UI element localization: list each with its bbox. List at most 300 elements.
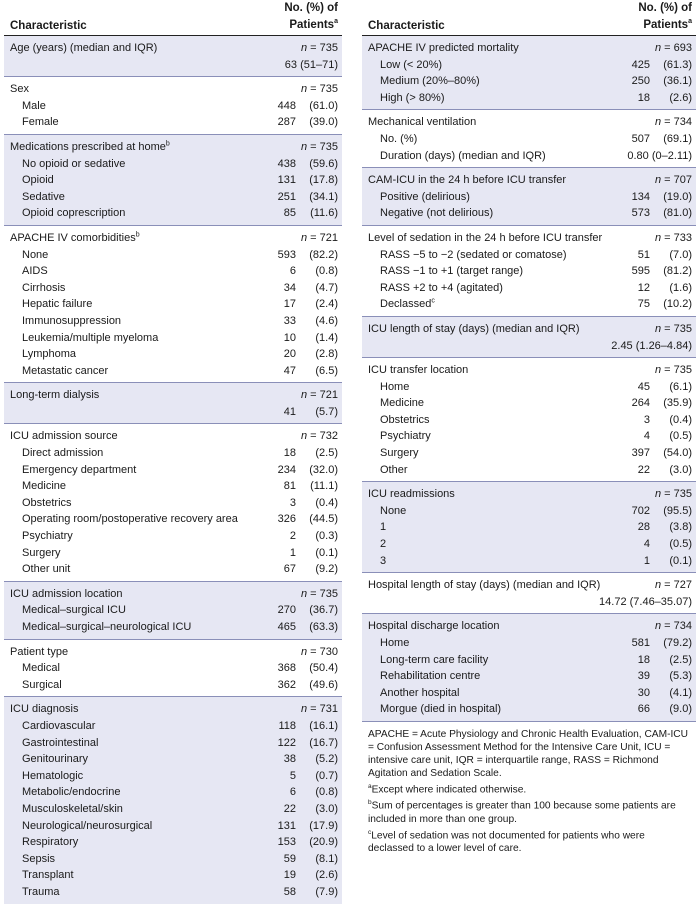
row-label-text: Operating room/postoperative recovery area bbox=[22, 513, 238, 526]
section-title bbox=[368, 230, 602, 247]
row-label-text: AIDS bbox=[22, 265, 48, 278]
row-percent: (11.1) bbox=[310, 480, 338, 493]
row-label-text: Cirrhosis bbox=[22, 281, 66, 294]
table-row bbox=[4, 57, 342, 74]
row-count: 12 bbox=[637, 281, 650, 294]
row-count: 448 bbox=[277, 99, 296, 112]
row-count: 45 bbox=[637, 380, 650, 393]
row-label bbox=[22, 478, 66, 495]
row-label bbox=[22, 677, 62, 694]
row-label-text: Emergency department bbox=[22, 463, 137, 476]
row-count: 3 bbox=[643, 413, 650, 426]
row-label bbox=[380, 57, 442, 74]
n-symbol: n bbox=[654, 322, 662, 335]
row-label-text: No opioid or sedative bbox=[22, 157, 126, 170]
row-value: 14.72 (7.46–35.07) bbox=[599, 595, 692, 608]
section-n bbox=[655, 577, 692, 594]
table-row bbox=[362, 205, 696, 222]
row-label bbox=[22, 495, 72, 512]
table-row bbox=[362, 594, 696, 611]
section-title-row bbox=[362, 618, 696, 635]
row-label bbox=[380, 395, 424, 412]
section-title bbox=[368, 486, 455, 503]
n-equals: = bbox=[661, 579, 674, 592]
n-value: 721 bbox=[319, 231, 338, 244]
row-label-text: Psychiatry bbox=[22, 530, 73, 543]
section-title bbox=[10, 701, 78, 718]
row-percent: (0.3) bbox=[315, 530, 338, 543]
row-label-text: Sepsis bbox=[22, 852, 56, 865]
table-row bbox=[4, 511, 342, 528]
table-body-right bbox=[362, 36, 696, 721]
row-count: 118 bbox=[278, 719, 296, 732]
row-count: 51 bbox=[637, 248, 650, 261]
row-label bbox=[22, 280, 65, 297]
row-label-text: Medical–surgical ICU bbox=[22, 604, 126, 617]
row-label bbox=[380, 73, 480, 90]
row-count: 6 bbox=[289, 265, 296, 278]
row-label-text: Duration (days) (median and IQR) bbox=[380, 149, 546, 162]
section-n bbox=[301, 387, 338, 404]
row-label bbox=[380, 553, 386, 570]
table-section bbox=[362, 109, 696, 167]
row-percent: (81.2) bbox=[663, 265, 692, 278]
table-row bbox=[4, 528, 342, 545]
row-percent: (3.0) bbox=[669, 463, 692, 476]
row-percent: (6.1) bbox=[669, 380, 692, 393]
section-n bbox=[655, 40, 692, 57]
row-count: 251 bbox=[277, 190, 296, 203]
section-title-text: ICU readmissions bbox=[368, 488, 455, 501]
table-row bbox=[362, 668, 696, 685]
section-title bbox=[10, 428, 118, 445]
section-title-text: Mechanical ventilation bbox=[368, 116, 477, 129]
section-title bbox=[10, 230, 140, 247]
row-percent: (35.9) bbox=[663, 397, 692, 410]
row-count: 22 bbox=[637, 463, 650, 476]
n-value: 730 bbox=[319, 645, 338, 658]
row-label-text: Metastatic cancer bbox=[22, 364, 109, 377]
n-symbol: n bbox=[300, 430, 308, 443]
row-percent: (2.4) bbox=[315, 298, 338, 311]
row-percent: (16.1) bbox=[309, 719, 338, 732]
table-row bbox=[4, 495, 342, 512]
row-percent: (34.1) bbox=[309, 190, 338, 203]
section-title-text: ICU diagnosis bbox=[10, 703, 79, 716]
row-label bbox=[22, 346, 76, 363]
row-label bbox=[22, 545, 61, 562]
section-title bbox=[368, 618, 499, 635]
row-label-text: Hematologic bbox=[22, 769, 84, 782]
row-label bbox=[22, 172, 54, 189]
row-label-text: Gastrointestinal bbox=[22, 736, 99, 749]
table-row bbox=[4, 346, 342, 363]
section-title-row bbox=[4, 40, 342, 57]
row-label bbox=[380, 635, 409, 652]
section-title-row bbox=[362, 40, 696, 57]
row-label bbox=[22, 735, 98, 752]
row-label-text: Immunosuppression bbox=[22, 314, 122, 327]
row-percent: (63.3) bbox=[309, 621, 338, 633]
n-symbol: n bbox=[654, 42, 662, 54]
table-row bbox=[4, 247, 342, 264]
row-label-text: Cardiovascular bbox=[22, 719, 96, 732]
table-row bbox=[4, 296, 342, 313]
row-label bbox=[380, 685, 460, 702]
table-section bbox=[4, 225, 342, 382]
section-n bbox=[655, 618, 692, 635]
row-percent: (11.6) bbox=[310, 207, 338, 220]
row-label-text: Surgical bbox=[22, 678, 62, 691]
table-row bbox=[4, 156, 342, 173]
table-row bbox=[4, 330, 342, 347]
row-label-text: Neurological/neurosurgical bbox=[22, 819, 153, 832]
row-percent: (6.5) bbox=[315, 364, 338, 377]
row-label-text: None bbox=[22, 248, 49, 261]
row-label bbox=[380, 296, 435, 313]
row-label bbox=[22, 751, 88, 768]
table-row bbox=[4, 602, 342, 619]
row-label-text: Low (< 20%) bbox=[380, 58, 443, 71]
row-percent: (20.9) bbox=[309, 836, 338, 849]
n-value: 735 bbox=[319, 42, 338, 54]
table-row bbox=[362, 519, 696, 536]
row-label-text: Opioid coprescription bbox=[22, 207, 126, 220]
row-label bbox=[22, 602, 126, 619]
footnotes bbox=[362, 721, 696, 855]
row-label-text: 2 bbox=[380, 538, 387, 551]
row-percent: (0.8) bbox=[315, 786, 338, 799]
row-label bbox=[22, 867, 74, 884]
section-title bbox=[10, 586, 123, 603]
row-percent: (59.6) bbox=[309, 157, 338, 170]
section-title-row bbox=[362, 321, 696, 338]
row-percent: (8.1) bbox=[315, 852, 338, 865]
n-value: 735 bbox=[673, 364, 692, 377]
table-row bbox=[362, 296, 696, 313]
table-left-column bbox=[4, 0, 342, 904]
row-label-text: Declassed bbox=[380, 298, 432, 311]
row-count: 34 bbox=[283, 281, 296, 294]
row-label-text: High (> 80%) bbox=[380, 91, 445, 104]
table-row bbox=[362, 148, 696, 165]
table-row bbox=[4, 677, 342, 694]
row-count: 18 bbox=[283, 447, 296, 460]
row-percent: (36.7) bbox=[309, 604, 338, 617]
section-title-text: Long-term dialysis bbox=[10, 389, 100, 402]
row-percent: (50.4) bbox=[309, 662, 338, 675]
table-row bbox=[4, 851, 342, 868]
row-percent: (36.1) bbox=[663, 75, 692, 88]
section-n bbox=[301, 701, 338, 718]
row-count: 47 bbox=[283, 364, 296, 377]
row-label-text: Medium (20%–80%) bbox=[380, 75, 480, 88]
row-percent: (19.0) bbox=[663, 190, 692, 203]
table-row bbox=[4, 313, 342, 330]
row-label-text: Medicine bbox=[380, 397, 425, 410]
row-label bbox=[380, 668, 480, 685]
section-title-row bbox=[4, 586, 342, 603]
row-percent: (82.2) bbox=[309, 248, 338, 261]
row-count: 3 bbox=[289, 496, 296, 509]
footnote-b: $^b$Sum of percentages is greater than 100 because some patients are included in more than one group. bbox=[368, 799, 676, 825]
row-count: 30 bbox=[637, 686, 650, 699]
row-label-text: RASS −5 to −2 (sedated or comatose) bbox=[380, 248, 567, 261]
n-equals: = bbox=[307, 587, 320, 600]
section-title-row bbox=[4, 701, 342, 718]
n-symbol: n bbox=[300, 42, 308, 54]
row-label-text: Hepatic failure bbox=[22, 298, 93, 311]
table-section bbox=[362, 316, 696, 357]
row-count: 264 bbox=[631, 397, 650, 410]
footnote-marker: b bbox=[165, 140, 170, 148]
table-section bbox=[362, 481, 696, 572]
row-count: 153 bbox=[277, 836, 296, 849]
row-percent: (5.7) bbox=[315, 405, 338, 418]
row-percent: (0.1) bbox=[669, 554, 692, 567]
row-count: 131 bbox=[277, 174, 296, 187]
row-label bbox=[22, 205, 125, 222]
row-label-text: Genitourinary bbox=[22, 753, 89, 766]
n-equals: = bbox=[307, 389, 320, 402]
row-label bbox=[22, 660, 60, 677]
row-label-text: Surgery bbox=[380, 447, 419, 460]
row-count: 122 bbox=[277, 736, 296, 749]
row-count: 39 bbox=[637, 670, 650, 683]
n-value: 731 bbox=[319, 703, 338, 716]
table-row bbox=[362, 503, 696, 520]
table-row bbox=[362, 428, 696, 445]
row-label bbox=[380, 462, 408, 479]
row-label-text: No. (%) bbox=[380, 132, 418, 145]
section-title-text: APACHE IV comorbidities bbox=[10, 231, 136, 244]
table-row bbox=[4, 114, 342, 131]
row-count: 41 bbox=[283, 405, 296, 418]
row-count: 702 bbox=[631, 504, 650, 517]
row-percent: (61.3) bbox=[663, 58, 692, 71]
section-title bbox=[10, 644, 68, 661]
table-row bbox=[4, 172, 342, 189]
section-title bbox=[368, 172, 566, 189]
row-label-text: Another hospital bbox=[380, 686, 460, 699]
footnote-marker: c bbox=[431, 297, 435, 305]
table-section bbox=[4, 423, 342, 580]
n-value: 735 bbox=[319, 140, 338, 153]
row-percent: (7.0) bbox=[669, 248, 692, 261]
table-section bbox=[4, 639, 342, 697]
row-count: 425 bbox=[631, 58, 650, 71]
row-percent: (5.3) bbox=[669, 670, 692, 683]
row-label bbox=[22, 363, 108, 380]
n-equals: = bbox=[661, 231, 674, 244]
section-title-row bbox=[362, 114, 696, 131]
n-equals: = bbox=[661, 116, 674, 129]
table-row bbox=[362, 131, 696, 148]
n-value: 735 bbox=[319, 83, 338, 96]
section-title-row bbox=[362, 172, 696, 189]
row-percent: (10.2) bbox=[663, 298, 692, 311]
header-patients: No. (%) of Patients$^a$ bbox=[284, 2, 338, 31]
table-row bbox=[4, 660, 342, 677]
table-section bbox=[4, 382, 342, 423]
row-count: 134 bbox=[631, 190, 650, 203]
row-label-text: Medical bbox=[22, 662, 60, 675]
row-count: 595 bbox=[631, 265, 650, 278]
row-label-text: Obstetrics bbox=[22, 496, 72, 509]
row-percent: (61.0) bbox=[309, 99, 338, 112]
row-label bbox=[22, 263, 48, 280]
n-equals: = bbox=[307, 645, 320, 658]
table-row bbox=[4, 619, 342, 636]
row-label bbox=[380, 280, 503, 297]
row-label bbox=[380, 263, 523, 280]
row-count: 28 bbox=[637, 521, 650, 534]
row-count: 67 bbox=[283, 563, 296, 576]
n-symbol: n bbox=[654, 116, 662, 129]
row-percent: (16.7) bbox=[309, 736, 338, 749]
row-count: 270 bbox=[277, 604, 296, 617]
row-label-text: Male bbox=[22, 99, 46, 112]
n-symbol: n bbox=[300, 231, 308, 244]
row-label-text: Respiratory bbox=[22, 836, 79, 849]
footnote-abbreviations: APACHE = Acute Physiology and Chronic Health Evaluation, CAM-ICU = Confusion Assessment Method for the Intensive Care Unit, ICU = intensive care unit, IQR = interquartile range, RASS = Richmond Agitation and Sedation Scale. bbox=[368, 728, 689, 779]
table-row bbox=[362, 462, 696, 479]
row-label bbox=[22, 247, 48, 264]
table-row bbox=[362, 395, 696, 412]
row-count: 573 bbox=[631, 207, 650, 220]
section-title-row bbox=[4, 139, 342, 156]
n-symbol: n bbox=[300, 83, 308, 96]
n-value: 707 bbox=[673, 174, 692, 187]
row-count: 287 bbox=[277, 116, 296, 129]
row-label-text: Transplant bbox=[22, 869, 74, 882]
table-row bbox=[4, 462, 342, 479]
section-title bbox=[368, 40, 519, 57]
section-n bbox=[655, 486, 692, 503]
footnote-c: $^c$Level of sedation was not documented for patients who were declassed to a lower level of care. bbox=[368, 828, 645, 855]
table-row bbox=[362, 553, 696, 570]
table-row bbox=[362, 338, 696, 355]
section-title-row bbox=[362, 230, 696, 247]
table-row bbox=[4, 189, 342, 206]
row-count: 33 bbox=[283, 314, 296, 327]
table-row bbox=[4, 867, 342, 884]
table-row bbox=[362, 57, 696, 74]
table-section bbox=[362, 572, 696, 613]
row-label-text: Other unit bbox=[22, 563, 71, 576]
n-equals: = bbox=[661, 364, 674, 377]
row-count: 507 bbox=[631, 132, 650, 145]
n-symbol: n bbox=[300, 140, 308, 153]
table-row bbox=[4, 545, 342, 562]
n-symbol: n bbox=[300, 587, 308, 600]
row-percent: (32.0) bbox=[309, 463, 338, 476]
table-row bbox=[4, 884, 342, 901]
n-equals: = bbox=[307, 231, 320, 244]
row-count: 362 bbox=[277, 678, 296, 691]
section-title bbox=[368, 321, 580, 338]
row-percent: (3.8) bbox=[669, 521, 692, 534]
row-percent: (0.8) bbox=[315, 265, 338, 278]
row-label bbox=[22, 156, 125, 173]
table-section bbox=[362, 357, 696, 481]
section-title bbox=[10, 81, 29, 98]
row-label bbox=[22, 511, 238, 528]
n-equals: = bbox=[661, 174, 674, 187]
row-label bbox=[380, 445, 419, 462]
row-label-text: Obstetrics bbox=[380, 413, 430, 426]
header-characteristic: Characteristic bbox=[10, 20, 87, 32]
row-count: 81 bbox=[283, 480, 296, 493]
table-row bbox=[362, 445, 696, 462]
row-label bbox=[380, 536, 386, 553]
row-percent: (54.0) bbox=[663, 447, 692, 460]
table-header bbox=[362, 0, 696, 36]
row-label bbox=[22, 834, 78, 851]
row-label-text: Home bbox=[380, 637, 410, 649]
table-row bbox=[4, 263, 342, 280]
table-section bbox=[362, 36, 696, 109]
section-title bbox=[10, 387, 99, 404]
table-section bbox=[4, 581, 342, 639]
n-symbol: n bbox=[654, 488, 662, 501]
row-label bbox=[22, 884, 60, 901]
row-label bbox=[380, 205, 493, 222]
section-n bbox=[301, 40, 338, 57]
row-percent: (81.0) bbox=[663, 207, 692, 220]
row-percent: (9.0) bbox=[669, 703, 692, 716]
header-patients: No. (%) of Patients$^a$ bbox=[638, 2, 692, 31]
row-percent: (0.4) bbox=[669, 413, 692, 426]
row-count: 397 bbox=[631, 447, 650, 460]
n-value: 735 bbox=[673, 488, 692, 501]
row-label-text: Long-term care facility bbox=[380, 653, 489, 666]
section-title-text: ICU admission source bbox=[10, 430, 118, 443]
n-equals: = bbox=[661, 42, 674, 54]
section-title-text: ICU transfer location bbox=[368, 364, 469, 377]
row-count: 5 bbox=[289, 769, 296, 782]
section-title bbox=[10, 139, 170, 156]
row-count: 19 bbox=[283, 869, 296, 882]
table-row bbox=[362, 247, 696, 264]
footnote-marker: b bbox=[135, 231, 140, 239]
table-row bbox=[4, 363, 342, 380]
section-title-text: Hospital discharge location bbox=[368, 620, 500, 633]
row-label bbox=[380, 428, 431, 445]
row-label bbox=[22, 619, 191, 636]
table-row bbox=[4, 98, 342, 115]
row-count: 58 bbox=[283, 885, 296, 898]
section-title-text: APACHE IV predicted mortality bbox=[368, 42, 519, 54]
row-label-text: Female bbox=[22, 116, 59, 129]
table-section bbox=[362, 613, 696, 721]
n-value: 732 bbox=[319, 430, 338, 443]
row-value: 0.80 (0–2.11) bbox=[627, 149, 692, 162]
table-row bbox=[362, 280, 696, 297]
table-section bbox=[4, 36, 342, 76]
table-row bbox=[362, 73, 696, 90]
section-n bbox=[301, 230, 338, 247]
row-label-text: Sedative bbox=[22, 190, 65, 203]
section-title bbox=[368, 577, 600, 594]
table-row bbox=[4, 768, 342, 785]
n-value: 735 bbox=[319, 587, 338, 600]
n-value: 721 bbox=[319, 389, 338, 402]
row-count: 66 bbox=[637, 703, 650, 716]
row-label-text: Morgue (died in hospital) bbox=[380, 703, 502, 716]
table-section bbox=[4, 76, 342, 134]
row-count: 17 bbox=[283, 298, 296, 311]
